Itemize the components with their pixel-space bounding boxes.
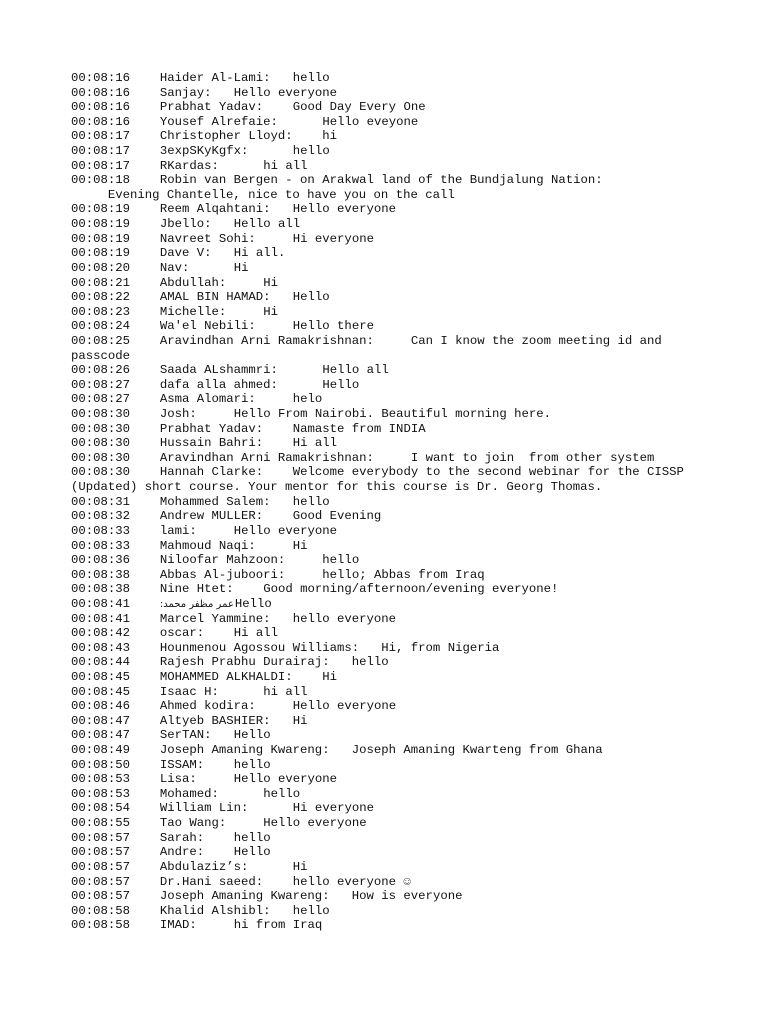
speaker-name: Isaac H:	[159, 684, 219, 699]
speaker-name: Josh:	[159, 407, 197, 422]
speaker-name: SerTAN:	[159, 728, 212, 743]
speaker-name: Hannah Clarke:	[159, 465, 264, 480]
message-text: Namaste from INDIA	[292, 421, 426, 436]
timestamp: 00:08:55	[71, 816, 131, 831]
message-text: Hi	[233, 260, 249, 275]
timestamp: 00:08:36	[71, 553, 131, 568]
timestamp: 00:08:19	[71, 246, 131, 261]
timestamp: 00:08:58	[71, 903, 131, 918]
transcript-line	[71, 71, 711, 86]
transcript-line	[71, 889, 711, 904]
message-text: I want to join from other system	[410, 450, 655, 465]
message-text: Good Evening	[292, 509, 382, 524]
timestamp: 00:08:22	[71, 290, 131, 305]
transcript-line	[71, 801, 711, 816]
transcript-line	[71, 378, 711, 393]
timestamp: 00:08:41	[71, 596, 131, 611]
transcript-line	[71, 597, 711, 612]
timestamp: 00:08:54	[71, 801, 131, 816]
speaker-name: Sanjay:	[159, 85, 212, 100]
message-text: Hello all	[233, 217, 301, 232]
timestamp: 00:08:16	[71, 100, 131, 115]
transcript-line	[71, 392, 711, 407]
transcript-line	[71, 728, 711, 743]
message-text: Hello everyone	[233, 523, 338, 538]
message-text: Hi	[292, 713, 308, 728]
timestamp: 00:08:30	[71, 450, 131, 465]
transcript-line	[71, 641, 711, 656]
speaker-name: Robin van Bergen - on Arakwal land of the Bundjalung Nation:	[159, 173, 603, 188]
timestamp: 00:08:46	[71, 699, 131, 714]
timestamp: 00:08:58	[71, 918, 131, 933]
message-text: hi all	[263, 158, 308, 173]
message-text: hello	[233, 830, 271, 845]
speaker-name: Khalid Alshibl:	[159, 903, 271, 918]
speaker-name: oscar:	[159, 626, 205, 641]
timestamp: 00:08:20	[71, 260, 131, 275]
speaker-name: Marcel Yammine:	[159, 611, 271, 626]
timestamp: 00:08:53	[71, 786, 131, 801]
message-text: Hello	[322, 377, 360, 392]
message-text: Hello From Nairobi. Beautiful morning here.	[233, 407, 552, 422]
message-text: Hello everyone	[233, 772, 338, 787]
transcript-line	[71, 246, 711, 261]
timestamp: 00:08:19	[71, 202, 131, 217]
message-text: hello everyone	[292, 611, 397, 626]
timestamp: 00:08:42	[71, 626, 131, 641]
speaker-name: Hussain Bahri:	[159, 436, 264, 451]
message-text: hello	[292, 903, 330, 918]
speaker-name: Abbas Al-juboori:	[159, 567, 286, 582]
message-text: Hello everyone	[292, 699, 397, 714]
timestamp: 00:08:19	[71, 217, 131, 232]
transcript-line	[71, 129, 711, 144]
message-text: hello everyone ☺	[292, 874, 411, 889]
speaker-name: Sarah:	[159, 830, 205, 845]
transcript-line	[71, 539, 711, 554]
transcript-line	[71, 553, 711, 568]
timestamp: 00:08:38	[71, 567, 131, 582]
speaker-name: 3expSKyKgfx:	[159, 144, 249, 159]
message-text: Hello	[233, 845, 271, 860]
transcript-line	[71, 524, 711, 539]
speaker-name: Prabhat Yadav:	[159, 100, 264, 115]
message-text: Hello everyone	[292, 202, 397, 217]
message-text: hello	[351, 655, 389, 670]
speaker-name: Dr.Hani saeed:	[159, 874, 264, 889]
speaker-name: Christopher Lloyd:	[159, 129, 293, 144]
message-text: Hello eveyone	[322, 114, 419, 129]
timestamp: 00:08:24	[71, 319, 131, 334]
timestamp: 00:08:16	[71, 85, 131, 100]
transcript-line	[71, 758, 711, 773]
message-text: Hello all	[322, 363, 389, 378]
transcript-line	[71, 845, 711, 860]
timestamp: 00:08:57	[71, 859, 131, 874]
timestamp: 00:08:44	[71, 655, 131, 670]
speaker-name: Joseph Amaning Kwareng:	[159, 743, 330, 758]
timestamp: 00:08:18	[71, 173, 131, 188]
timestamp: 00:08:31	[71, 494, 131, 509]
transcript-line	[71, 626, 711, 641]
transcript-line	[71, 261, 711, 276]
speaker-name: Navreet Sohi:	[159, 231, 256, 246]
transcript-line	[71, 319, 711, 334]
message-text: Hi all	[233, 626, 278, 641]
message-text: helo	[292, 392, 323, 407]
speaker-name: Niloofar Mahzoon:	[159, 553, 286, 568]
transcript-line	[71, 276, 711, 291]
message-text: Hello	[233, 728, 271, 743]
transcript-line	[71, 202, 711, 217]
timestamp: 00:08:30	[71, 436, 131, 451]
speaker-name: dafa alla ahmed:	[159, 377, 278, 392]
transcript-line	[71, 904, 711, 919]
timestamp: 00:08:27	[71, 377, 131, 392]
transcript-line	[71, 831, 711, 846]
transcript-line	[71, 465, 711, 480]
message-text: How is everyone	[351, 889, 463, 904]
speaker-name: Tao Wang:	[159, 816, 227, 831]
transcript-line	[71, 582, 711, 597]
transcript-line	[71, 451, 711, 466]
timestamp: 00:08:47	[71, 728, 131, 743]
speaker-name: Wa'el Nebili:	[159, 319, 256, 334]
timestamp: 00:08:57	[71, 830, 131, 845]
speaker-name: Asma Alomari:	[159, 392, 256, 407]
timestamp: 00:08:30	[71, 407, 131, 422]
transcript-line	[71, 407, 711, 422]
timestamp: 00:08:47	[71, 713, 131, 728]
timestamp: 00:08:16	[71, 71, 131, 85]
speaker-name: Aravindhan Arni Ramakrishnan:	[159, 450, 374, 465]
message-text: Hi	[292, 859, 308, 874]
message-text: Welcome everybody to the second webinar for the CISSP	[292, 465, 684, 480]
message-text: hello	[292, 144, 330, 159]
transcript-line	[71, 655, 711, 670]
message-text: Hi	[322, 669, 338, 684]
speaker-name: Ahmed kodira:	[159, 699, 256, 714]
transcript-line	[71, 612, 711, 627]
speaker-name: Abdullah:	[159, 275, 227, 290]
transcript-line	[71, 159, 711, 174]
message-text: Hello everyone	[233, 85, 337, 100]
message-text: hello	[263, 786, 301, 801]
message-text: Hi	[263, 275, 279, 290]
speaker-name: William Lin:	[159, 801, 249, 816]
timestamp: 00:08:27	[71, 392, 131, 407]
speaker-name: RKardas:	[159, 158, 219, 173]
speaker-name: Mohamed:	[159, 786, 219, 801]
speaker-name: ISSAM:	[159, 757, 205, 772]
timestamp: 00:08:17	[71, 158, 131, 173]
timestamp: 00:08:38	[71, 582, 131, 597]
transcript-line-continuation: Evening Chantelle, nice to have you on the call	[71, 187, 455, 202]
speaker-name: Aravindhan Arni Ramakrishnan:	[159, 333, 374, 348]
speaker-name: Hounmenou Agossou Williams:	[159, 640, 360, 655]
speaker-name: Dave V:	[159, 246, 212, 261]
timestamp: 00:08:49	[71, 743, 131, 758]
speaker-name: Saada ALshammri:	[159, 363, 278, 378]
message-text: Joseph Amaning Kwarteng from Ghana	[351, 743, 603, 758]
speaker-name: Prabhat Yadav:	[159, 421, 264, 436]
transcript-line	[71, 217, 711, 232]
timestamp: 00:08:43	[71, 640, 131, 655]
timestamp: 00:08:16	[71, 114, 131, 129]
message-text: hello	[292, 494, 330, 509]
speaker-name: MOHAMMED ALKHALDI:	[159, 669, 293, 684]
timestamp: 00:08:30	[71, 465, 131, 480]
message-text: Hi everyone	[292, 231, 374, 246]
speaker-name: Altyeb BASHIER:	[159, 713, 271, 728]
timestamp: 00:08:17	[71, 144, 131, 159]
transcript-line	[71, 436, 711, 451]
message-text: hi all	[263, 684, 308, 699]
speaker-name: IMAD:	[159, 918, 197, 933]
speaker-name: lami:	[159, 523, 197, 538]
timestamp: 00:08:33	[71, 523, 131, 538]
speaker-name: Nav:	[159, 260, 190, 275]
speaker-name: Yousef Alrefaie:	[159, 114, 278, 129]
transcript-line	[71, 363, 711, 378]
timestamp: 00:08:53	[71, 772, 131, 787]
message-text: Hi	[263, 304, 279, 319]
transcript-line	[71, 144, 711, 159]
speaker-name: Abdulaziz’s:	[159, 859, 249, 874]
transcript-line	[71, 305, 711, 320]
message-text: Hi, from Nigeria	[381, 640, 500, 655]
transcript-line-continuation: passcode	[71, 348, 131, 363]
timestamp: 00:08:19	[71, 231, 131, 246]
speaker-name: Mahmoud Naqi:	[159, 538, 256, 553]
transcript-line	[71, 860, 711, 875]
message-text: hi from Iraq	[233, 918, 323, 933]
chat-transcript	[71, 71, 711, 933]
timestamp: 00:08:23	[71, 304, 131, 319]
transcript-line	[71, 918, 711, 933]
transcript-line	[71, 568, 711, 583]
timestamp: 00:08:45	[71, 669, 131, 684]
transcript-line	[71, 290, 711, 305]
message-text: Good Day Every One	[292, 100, 426, 115]
message-text: Hi all.	[233, 246, 286, 261]
speaker-name: Michelle:	[159, 304, 227, 319]
transcript-line	[71, 685, 711, 700]
timestamp: 00:08:26	[71, 363, 131, 378]
transcript-line	[71, 714, 711, 729]
speaker-name: Andrew MULLER:	[159, 509, 264, 524]
message-text: Hello there	[292, 319, 374, 334]
timestamp: 00:08:57	[71, 889, 131, 904]
transcript-line	[71, 816, 711, 831]
timestamp: 00:08:45	[71, 684, 131, 699]
transcript-line	[71, 495, 711, 510]
transcript-line	[71, 86, 711, 101]
timestamp: 00:08:32	[71, 509, 131, 524]
transcript-line	[71, 115, 711, 130]
speaker-name: Lisa:	[159, 772, 197, 787]
speaker-name: Nine Htet:	[159, 582, 234, 597]
message-text: hello	[233, 757, 271, 772]
transcript-line	[71, 173, 711, 188]
transcript-line	[71, 509, 711, 524]
transcript-line	[71, 100, 711, 115]
transcript-line	[71, 875, 711, 890]
speaker-name: Mohammed Salem:	[159, 494, 271, 509]
message-text: hello; Abbas from Iraq	[322, 567, 485, 582]
message-text: hello	[292, 71, 330, 85]
timestamp: 00:08:57	[71, 845, 131, 860]
transcript-line	[71, 772, 711, 787]
speaker-name: Jbello:	[159, 217, 212, 232]
speaker-name: Haider Al-Lami:	[159, 71, 271, 85]
message-text: Hello	[234, 596, 272, 611]
transcript-line	[71, 670, 711, 685]
transcript-line-continuation: (Updated) short course. Your mentor for this course is Dr. Georg Thomas.	[71, 480, 603, 495]
timestamp: 00:08:25	[71, 333, 131, 348]
timestamp: 00:08:33	[71, 538, 131, 553]
transcript-line	[71, 743, 711, 758]
speaker-name: Rajesh Prabhu Durairaj:	[159, 655, 330, 670]
timestamp: 00:08:21	[71, 275, 131, 290]
timestamp: 00:08:57	[71, 874, 131, 889]
message-text: Hello	[292, 290, 330, 305]
transcript-line	[71, 422, 711, 437]
message-text: Hello everyone	[263, 816, 367, 831]
message-text: Good morning/afternoon/evening everyone!	[263, 582, 559, 597]
transcript-line	[71, 334, 711, 349]
transcript-line	[71, 787, 711, 802]
message-text: hello	[322, 553, 360, 568]
transcript-line	[71, 232, 711, 247]
speaker-name: AMAL BIN HAMAD:	[159, 290, 271, 305]
speaker-name: Reem Alqahtani:	[159, 202, 271, 217]
transcript-line	[71, 699, 711, 714]
speaker-name: Joseph Amaning Kwareng:	[159, 889, 330, 904]
speaker-name: عمر مظفر محمد:	[159, 598, 234, 610]
timestamp: 00:08:30	[71, 421, 131, 436]
message-text: Hi everyone	[292, 801, 374, 816]
timestamp: 00:08:17	[71, 129, 131, 144]
message-text: Can I know the zoom meeting id and	[410, 333, 662, 348]
message-text: Hi	[292, 538, 308, 553]
timestamp: 00:08:50	[71, 757, 131, 772]
speaker-name: Andre:	[159, 845, 205, 860]
timestamp: 00:08:41	[71, 611, 131, 626]
message-text: Hi all	[292, 436, 338, 451]
message-text: hi	[322, 129, 338, 144]
